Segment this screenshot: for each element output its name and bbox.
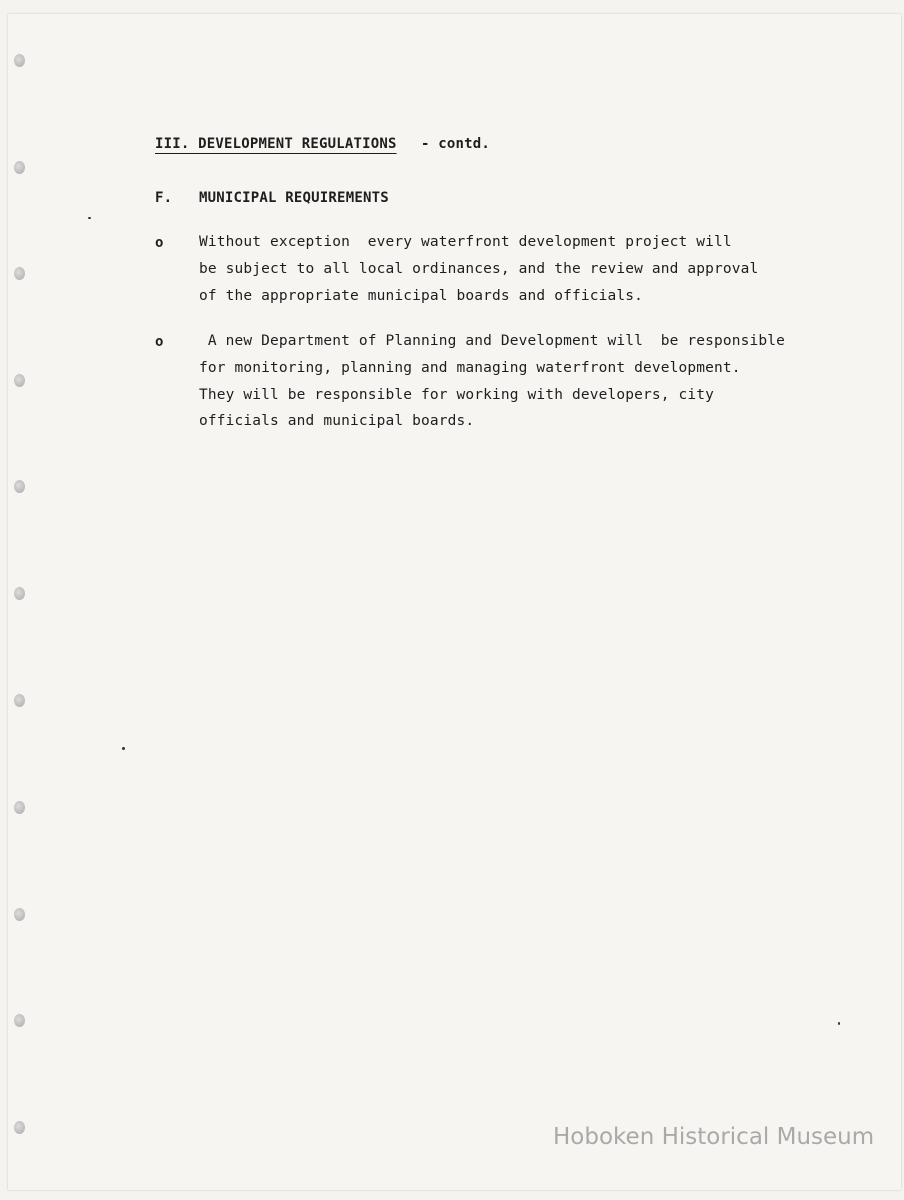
binder-hole — [14, 587, 25, 600]
section-heading: III. DEVELOPMENT REGULATIONS — [155, 136, 397, 152]
subsection-letter: F. — [155, 190, 173, 206]
binder-hole — [14, 1121, 25, 1134]
paragraph-line: for monitoring, planning and managing waterfront development. — [199, 360, 741, 376]
binder-hole — [14, 161, 25, 174]
paper-speck — [122, 747, 125, 750]
binder-hole — [14, 267, 25, 280]
bullet-marker: o — [155, 235, 164, 251]
paper-speck — [88, 217, 91, 219]
section-heading-suffix: - contd. — [421, 136, 491, 152]
binder-hole — [14, 374, 25, 387]
binder-hole — [14, 1014, 25, 1027]
binder-hole — [14, 480, 25, 493]
paper-speck — [838, 1022, 840, 1025]
paragraph-line: They will be responsible for working with developers, city — [199, 387, 715, 403]
paragraph-line: of the appropriate municipal boards and officials. — [199, 288, 643, 304]
bullet-marker: o — [155, 334, 164, 350]
binder-hole — [14, 908, 25, 921]
binder-hole — [14, 801, 25, 814]
paragraph-line: be subject to all local ordinances, and the review and approval — [199, 261, 759, 277]
paper-sheet — [8, 14, 901, 1190]
paragraph-line: A new Department of Planning and Development will be responsible — [199, 333, 786, 349]
binder-hole — [14, 54, 25, 67]
paragraph-line: officials and municipal boards. — [199, 413, 475, 429]
binder-hole — [14, 694, 25, 707]
museum-watermark: Hoboken Historical Museum — [553, 1124, 875, 1150]
subsection-title: MUNICIPAL REQUIREMENTS — [199, 190, 389, 206]
paragraph-line: Without exception every waterfront development project will — [199, 234, 732, 250]
